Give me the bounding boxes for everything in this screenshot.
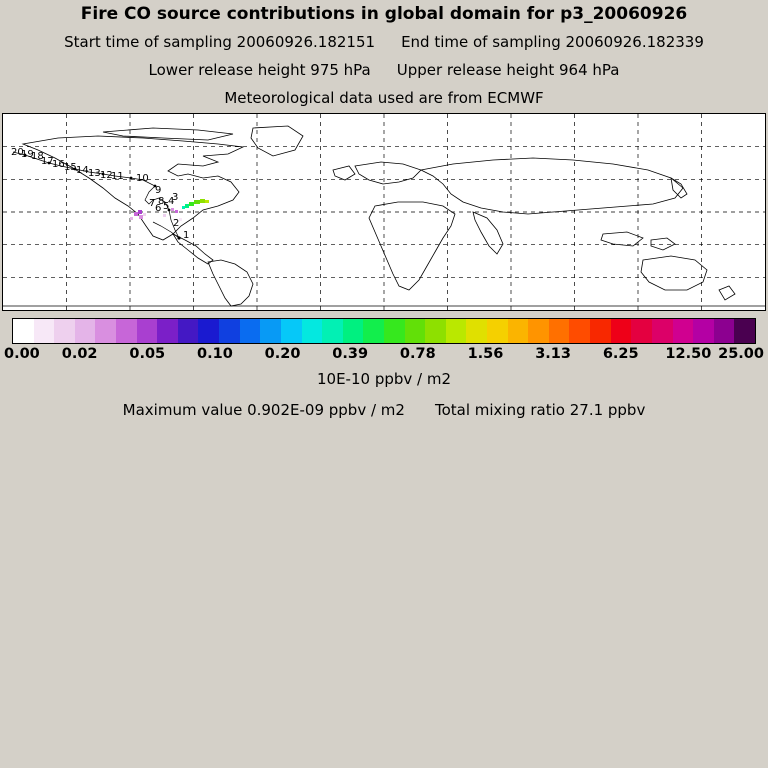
release-heights (0, 61, 768, 79)
colorbar-cell-25 (528, 319, 549, 343)
traj-label: 16 (52, 159, 65, 170)
traj-label: 13 (88, 168, 101, 179)
colorbar-cell-7 (157, 319, 178, 343)
colorbar-cell-30 (631, 319, 652, 343)
traj-label: 5 (163, 201, 170, 212)
colorbar-tick-4: 0.20 (264, 346, 301, 362)
traj-label: 2 (173, 218, 180, 229)
world-map (3, 114, 765, 310)
colorbar-tick-9: 6.25 (602, 346, 639, 362)
colorbar-cell-20 (425, 319, 446, 343)
traj-label: 9 (155, 185, 162, 196)
colorbar-cell-11 (240, 319, 261, 343)
traj-label: 8 (158, 196, 165, 207)
colorbar-tick-8: 3.13 (535, 346, 571, 362)
traj-label: 15 (64, 162, 77, 173)
traj-label: 10 (136, 173, 149, 184)
colorbar-cell-10 (219, 319, 240, 343)
traj-label: 3 (172, 192, 179, 203)
colorbar-cell-19 (405, 319, 426, 343)
figure-footer (0, 401, 768, 419)
colorbar-tick-2: 0.05 (129, 346, 166, 362)
colorbar-cell-15 (322, 319, 343, 343)
colorbar-tick-1: 0.02 (61, 346, 98, 362)
colorbar-cell-3 (75, 319, 96, 343)
traj-label: 20 (11, 147, 24, 158)
colorbar-cell-29 (611, 319, 632, 343)
total-mixing-ratio-label: Total mixing ratio 27.1 ppbv (434, 401, 646, 419)
colorbar-tick-5: 0.39 (332, 346, 369, 362)
colorbar-cell-2 (54, 319, 75, 343)
colorbar-cell-18 (384, 319, 405, 343)
start-time-label: Start time of sampling 20060926.182151 (64, 33, 376, 51)
colorbar-cell-0 (13, 319, 34, 343)
colorbar-tick-3: 0.10 (197, 346, 233, 362)
colorbar-cell-12 (260, 319, 281, 343)
colorbar-tick-11: 25.00 (718, 346, 764, 362)
sampling-times (0, 33, 768, 51)
colorbar-cell-28 (590, 319, 611, 343)
colorbar-cell-22 (466, 319, 487, 343)
colorbar-cell-21 (446, 319, 467, 343)
traj-label: 7 (149, 198, 156, 209)
colorbar-cell-24 (508, 319, 529, 343)
colorbar-cell-23 (487, 319, 508, 343)
colorbar-tick-7: 1.56 (467, 346, 504, 362)
colorbar-cell-16 (343, 319, 364, 343)
graticule-lines (3, 114, 765, 310)
traj-label: 6 (155, 203, 162, 214)
colorbar-cell-6 (137, 319, 158, 343)
traj-label: 17 (41, 156, 54, 167)
met-data-label: Meteorological data used are from ECMWF (224, 89, 544, 107)
map-panel (2, 113, 766, 311)
lower-release-label: Lower release height 975 hPa (148, 61, 371, 79)
end-time-label: End time of sampling 20060926.182339 (401, 33, 704, 51)
colorbar-cell-32 (673, 319, 694, 343)
colorbar-cell-17 (363, 319, 384, 343)
colorbar-cell-27 (569, 319, 590, 343)
traj-label: 18 (31, 151, 44, 162)
colorbar-cell-26 (549, 319, 570, 343)
colorbar-cell-13 (281, 319, 302, 343)
coastlines (3, 126, 765, 306)
colorbar-cell-5 (116, 319, 137, 343)
colorbar-cell-33 (693, 319, 714, 343)
colorbar-tick-labels (0, 346, 768, 364)
max-value-label: Maximum value 0.902E-09 ppbv / m2 (122, 401, 405, 419)
colorbar-cell-9 (198, 319, 219, 343)
colorbar-tick-10: 12.50 (665, 346, 712, 362)
colorbar-cell-35 (734, 319, 755, 343)
colorbar-cell-14 (302, 319, 323, 343)
traj-label: 1 (183, 230, 190, 241)
colorbar-tick-6: 0.78 (399, 346, 436, 362)
colorbar-cell-8 (178, 319, 199, 343)
traj-label: 12 (100, 170, 113, 181)
colorbar-cell-31 (652, 319, 673, 343)
colorbar-tick-0: 0.00 (4, 346, 40, 362)
colorbar (12, 318, 756, 344)
upper-release-label: Upper release height 964 hPa (396, 61, 620, 79)
colorbar-cell-4 (95, 319, 116, 343)
traj-label: 19 (21, 149, 34, 160)
traj-label: 4 (168, 196, 175, 207)
traj-label: 11 (111, 171, 124, 182)
colorbar-cell-34 (714, 319, 735, 343)
traj-label: 14 (76, 165, 89, 176)
colorbar-cell-1 (34, 319, 55, 343)
colorbar-unit-label: 10E-10 ppbv / m2 (316, 370, 452, 388)
page-title: Fire CO source contributions in global domain for p3_20060926 (80, 4, 688, 24)
